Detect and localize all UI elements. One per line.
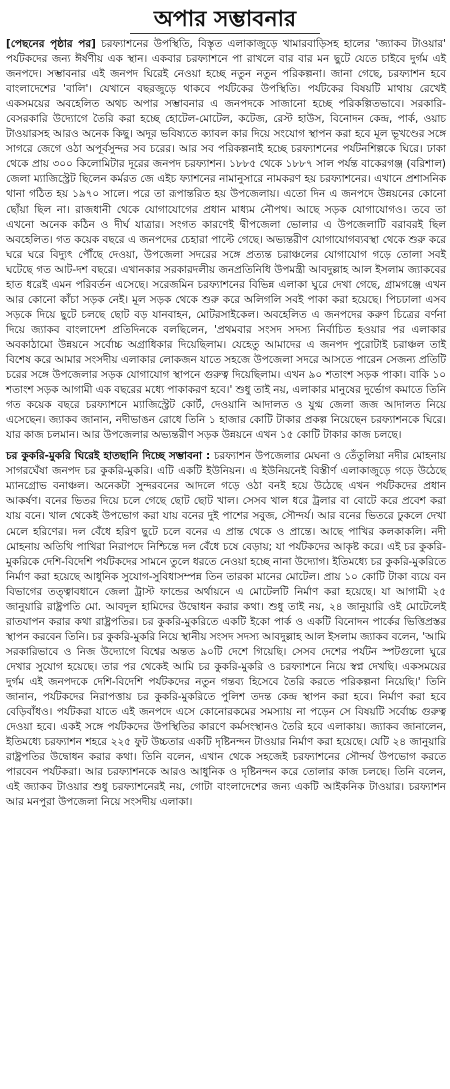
paragraph-1-text: চরফ্যাশনের উপস্থিতি, বিস্তৃত এলাকাজুড়ে খামারবাড়িসহ হালের 'জ্যাকব টাওয়ার' পর্যটকদের জন্য ঈর্ষণীয় এক স্থান। একবার চরফ্যাশনে পা রাখলে বার বার মন ছুটে যেতে চাইবে দুর্গম এই জনপদে। সম্ভাবনার এই জনপদ ঘিরেই নেওয়া হচ্ছে নতুন নতুন পরিকল্পনা। জানা গেছে, চরফ্যাশন হবে বাংলাদেশের 'বালি'। যেখানে বছরজুড়ে থাকবে পর্যটকের উপস্থিতি। পর্যটকের বিষয়টি মাথায় রেখেই একসময়ের অবহেলিত অথচ অপার সম্ভাবনার এ জনপদকে সাজানো হচ্ছে পরিকল্পিতভাবে। সরকারি-বেসরকারি উদ্যোগে তৈরি করা হচ্ছে হোটেল-মোটেল, কটেজ, রেস্ট হাউস, বিনোদন কেন্দ্র, পার্ক, ওয়াচ টাওয়ারসহ আরও অনেক কিছু। অদূর ভবিষ্যতে ক্যাবল কার দিয়ে সংযোগ স্থাপন করা হবে মূল ভূখণ্ডের সঙ্গে সাগরে জেগে ওঠা অপূর্বসুন্দর সব চরের। আর সব পরিকল্পনাই হচ্ছে চরফ্যাশনের পর্যটনশিল্পকে ঘিরে। ঢাকা থেকে প্রায় ৩০০ কিলোমিটার দূরের জনপদ চরফ্যাশন। ১৮৮৫ থেকে ১৮৮৭ সাল পর্যন্ত বাকেরগঞ্জ (বরিশাল) জেলা ম্যাজিস্ট্রেট ছিলেন কর্মরত জে এইচ ফ্যাশনের নামানুসারে নামকরণ হয় চরফ্যাশনের। এখানে প্রশাসনিক থানা গঠিত হয় ১৯৭০ সালে। পরে তা রূপান্তরিত হয় উপজেলায়। এতো দিন এ জনপদে উন্নয়নের কোনো ছোঁয়া ছিল না। রাজধানী থেকে যোগাযোগের প্রধান মাধ্যম নৌপথ। আছে সড়ক যোগাযোগও। তবে তা এখনো অনেক কঠিন ও দীর্ঘ যাত্রার। সংগত কারণেই দ্বীপজেলা ভোলার এ উপজেলাটি বরাবরই ছিল অবহেলিত। গত কয়েক বছরে এ জনপদের চেহারা পাল্টে গেছে। অভ্যন্তরীণ যোগাযোগব্যবস্থা থেকে শুরু করে ঘরে ঘরে বিদ্যুৎ পৌঁছে দেওয়া, উপজেলা সদরের সঙ্গে প্রত্যন্ত চরাঞ্চলের যোগাযোগ গড়ে তোলা সবই ঘটেছে গত আট-দশ বছরে। এখানকার সরকারদলীয় জনপ্রতিনিধি উপমন্ত্রী আবদুল্লাহ আল ইসলাম জ্যাকবের হাত ধরেই এমন পরিবর্তন এসেছে। সরেজমিন চরফ্যাশনের বিভিন্ন এলাকা ঘুরে দেখা গেছে, গ্রামগঞ্জে এখন আর কোনো কাঁচা সড়ক নেই। মূল সড়ক থেকে শুরু করে অলিগলি সবই পাকা করা হয়েছে। পিচঢালা এসব সড়কে দিয়ে ছুটে চলছে ছোট বড় যানবাহন, মোটরসাইকেল। অবহেলিত এ জনপদের করুণ চিত্রের বর্ণনা দিয়ে জ্যাকব বাংলাদেশ প্রতিদিনকে বলছিলেন, 'প্রথমবার সংসদ সদস্য নির্বাচিত হওয়ার পর এলাকার অবকাঠামো উন্নয়নে সর্বোচ্চ অগ্রাধিকার দিয়েছিলাম। যেহেতু আমাদের এ জনপদ পুরোটাই চরাঞ্চল তাই বিশেষ করে আমার সংসদীয় এলাকার লোকজন যাতে সহজে উপজেলা সদরে আসতে পারেন সেজন্য প্রতিটি চরের সঙ্গে উপজেলার সড়ক যোগাযোগ স্থাপনে গুরুত্ব দিয়েছিলাম। এখন ৯০ শতাংশ সড়ক পাকা। বাকি ১০ শতাংশ সড়ক আগামী এক বছরের মধ্যে পাকাকরণ হবে।' শুধু তাই নয়, এলাকার মানুষের দুর্ভোগ কমাতে তিনি গত কয়েক বছরে চরফ্যাশনে ম্যাজিস্ট্রেট কোর্ট, দেওয়ানি আদালত ও যুগ্ম জেলা জজ আদালত নিয়ে এসেছেন। জ্যাকব জানান, নদীভাঙন রোধে তিনি ১ হাজার কোটি টাকার প্রকল্প নিয়েছেন চরফ্যাশনকে ঘিরে। যার কাজ চলমান। আর উপজেলার অভ্যন্তরীণ সড়ক উন্নয়নে এখন ১৫ কোটি টাকার কাজ চলছে।: [6, 38, 446, 442]
paragraph-1: [6, 37, 446, 443]
paragraph-2: [6, 449, 446, 810]
jump-label: [পেছনের পৃষ্ঠার পর]: [6, 38, 96, 50]
paragraph-2-text: চরফ্যাশন উপজেলার মেঘনা ও তেঁতুলিয়া নদীর মোহনায় সাগরঘেঁষা জনপদ চর কুকরি-মুকরি। এটি একটি ইউনিয়ন। এ ইউনিয়নেই বিস্তীর্ণ এলাকাজুড়ে গড়ে উঠেছে ম্যানগ্রোভ বনাঞ্চল। অনেকটা সুন্দরবনের আদলে গড়ে ওঠা বনই হয়ে উঠেছে এখন পর্যটকদের প্রধান আকর্ষণ। বনের ভিতর দিয়ে চলে গেছে ছোট ছোট খাল। সেসব খাল ধরে ট্রলার বা বোটে করে প্রবেশ করা যায় বনে। খাল থেকেই উপভোগ করা যায় বনের দুই পাশের সবুজ, সৌন্দর্য। আর বনের ভিতরে ঢুকলে দেখা মেলে হরিণের। দল বেঁধে হরিণ ছুটে চলে বনের এ প্রান্ত থেকে ও প্রান্তে। আছে পাখির কলকাকলি। নদী মোহনায় অতিথি পাখিরা নিরাপদে নিশ্চিন্তে দল বেঁধে চষে বেড়ায়; যা পর্যটকদের আকৃষ্ট করে। এই চর কুকরি-মুকরিকে দেশি-বিদেশি পর্যটকদের সামনে তুলে ধরতে নেওয়া হচ্ছে নানা উদ্যোগ। ইতিমধ্যে চর কুকরি-মুকরিতে নির্মাণ করা হয়েছে আধুনিক সুযোগ-সুবিধাসম্পন্ন তিন তারকা মানের মোটেল। প্রায় ১০ কোটি টাকা ব্যয়ে বন বিভাগের তত্ত্বাবধানে জেলা ট্রাস্ট ফান্ডের অর্থায়নে এ মোটেলটি নির্মাণ করা হয়েছে। যা আগামী ২৫ জানুয়ারি রাষ্ট্রপতি মো. আবদুল হামিদের উদ্বোধন করার কথা। শুধু তাই নয়, ২৪ জানুয়ারি ওই মোটেলেই রাতযাপন করার কথা রাষ্ট্রপতির। চর কুকরি-মুকরিতে একটি ইকো পার্ক ও একটি বিনোদন পার্কের ভিত্তিপ্রস্তর স্থাপন করবেন তিনি। চর কুকরি-মুকরি নিয়ে স্থানীয় সংসদ সদস্য আবদুল্লাহ আল ইসলাম জ্যাকব বলেন, 'আমি সরকারিভাবে ও নিজ উদ্যোগে বিশ্বের অন্তত ৯০টি দেশে গিয়েছি। সেসব দেশের পর্যটন স্পটগুলো ঘুরে দেখার সুযোগ হয়েছে। তার পর থেকেই আমি চর কুকরি-মুকরি ও চরফ্যাশনে নিয়ে স্বপ্ন দেখছি। একসময়ের দুর্গম এই জনপদকে দেশি-বিদেশি পর্যটকদের নতুন গন্তব্য হিসেবে তৈরি করতে পরিকল্পনা নিয়েছি।' তিনি জানান, পর্যটকদের নিরাপত্তায় চর কুকরি-মুকরিতে পুলিশ তদন্ত কেন্দ্র স্থাপন করা হবে। নির্মাণ করা হবে বেড়িবাঁধও। পর্যটকরা যাতে এই জনপদে এসে কোনোরকমের সমস্যায় না পড়েন সে বিষয়টি সর্বোচ্চ গুরুত্ব দেওয়া হবে। একই সঙ্গে পর্যটকদের উপস্থিতির কারণে কর্মসংস্থানও তৈরি হবে এলাকায়। জ্যাকব জানালেন, ইতিমধ্যে চরফ্যাশন শহরে ২২৫ ফুট উচ্চতার একটি দৃষ্টিনন্দন টাওয়ার নির্মাণ করা হয়েছে। যেটি ২৪ জানুয়ারি রাষ্ট্রপতির উদ্বোধন করার কথা। তিনি বলেন, এখান থেকে সহজেই চরফ্যাশনের সৌন্দর্য উপভোগ করতে পারবেন পর্যটকরা। আর চরফ্যাশনকে আরও আধুনিক ও দৃষ্টিনন্দন করে তোলার কাজ চলছে। তিনি বলেন, এই জ্যাকব টাওয়ার শুধু চরফ্যাশনেরই নয়, গোটা বাংলাদেশের জন্য একটি আইকনিক টাওয়ার। চরফ্যাশন আর মনপুরা উপজেলা নিয়ে সংসদীয় এলাকা।: [6, 450, 446, 809]
subheading: চর কুকরি-মুকরি ঘিরেই হাতছানি দিচ্ছে সম্ভাবনা :: [6, 450, 211, 463]
title-underline: [130, 33, 320, 34]
article-body: [6, 37, 446, 810]
article-title: অপার সম্ভাবনার: [153, 7, 297, 32]
